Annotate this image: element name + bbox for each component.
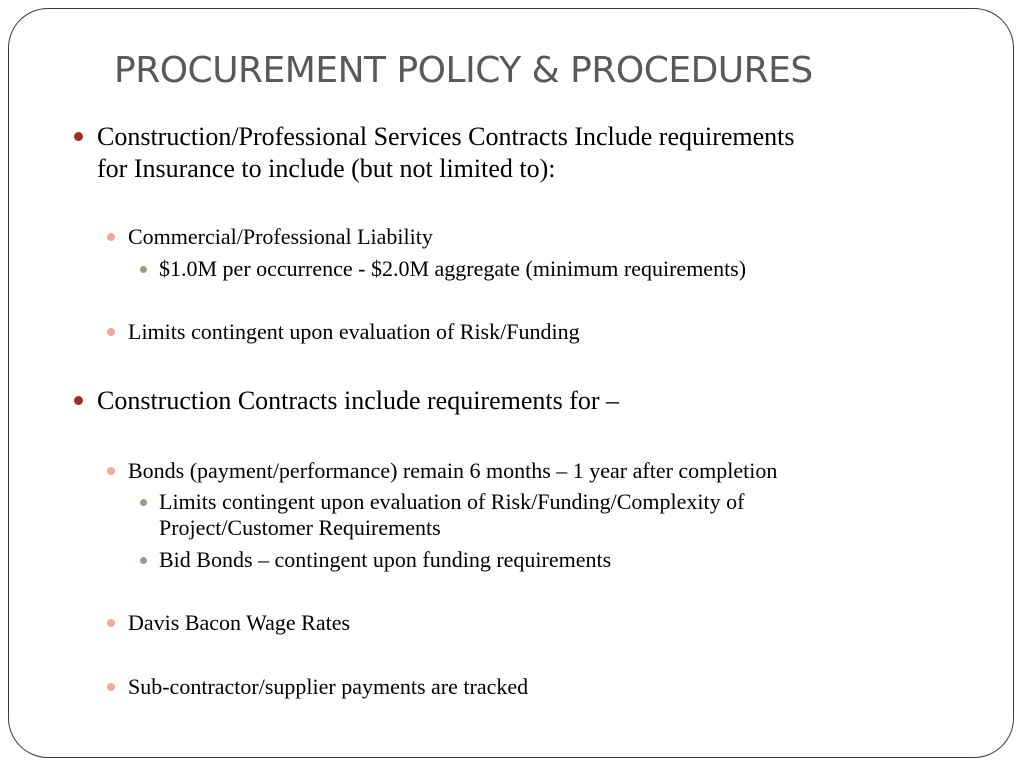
bullet-item (97, 385, 619, 417)
slide-title: PROCUREMENT POLICY & PROCEDURES (114, 50, 813, 91)
bullet-icon (107, 233, 115, 241)
bullet-icon (107, 683, 115, 691)
bullet-item (159, 256, 746, 282)
bullet-icon (140, 499, 147, 506)
bullet-icon (107, 328, 115, 336)
bullet-item (97, 121, 795, 185)
bullet-text: $1.0M per occurrence - $2.0M aggregate (minimum requirements) (159, 256, 747, 281)
bullet-text: Davis Bacon Wage Rates (128, 610, 351, 635)
bullet-text: Limits contingent upon evaluation of Risk/Funding (128, 319, 580, 344)
bullet-icon (107, 467, 115, 475)
bullet-text: Sub-contractor/supplier payments are tracked (128, 674, 529, 699)
bullet-icon (74, 396, 83, 405)
bullet-icon (140, 266, 147, 273)
bullet-item (128, 223, 433, 251)
bullet-item (128, 457, 777, 485)
bullet-item (128, 318, 580, 346)
bullet-icon (140, 557, 147, 564)
bullet-text: Bid Bonds – contingent upon funding requirements (159, 547, 612, 572)
bullet-text: Construction Contracts include requirements for – (97, 386, 620, 415)
bullet-item (159, 489, 744, 541)
bullet-text-line: Construction/Professional Services Contracts Include requirements (97, 122, 795, 151)
bullet-text: Bonds (payment/performance) remain 6 months – 1 year after completion (128, 458, 778, 483)
bullet-item (128, 673, 528, 701)
bullet-text: Commercial/Professional Liability (128, 224, 433, 249)
bullet-icon (107, 619, 115, 627)
bullet-text-line: Project/Customer Requirements (159, 515, 441, 540)
bullet-icon (74, 132, 83, 141)
bullet-item (159, 547, 611, 573)
bullet-text-line: Limits contingent upon evaluation of Risk/Funding/Complexity of (159, 489, 745, 514)
bullet-text-line: for Insurance to include (but not limited to): (97, 154, 556, 183)
bullet-item (128, 609, 350, 637)
